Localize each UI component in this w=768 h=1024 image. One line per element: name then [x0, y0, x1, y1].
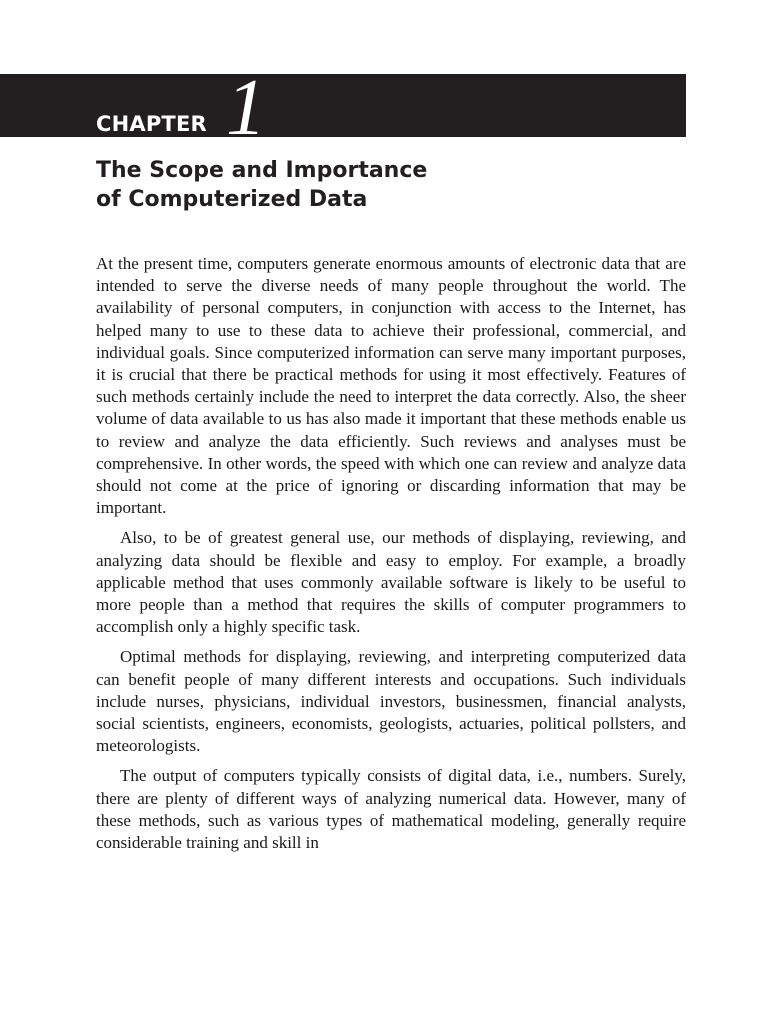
paragraph-1: At the present time, computers generate enormous amounts of electronic data that are intended to serve the diverse needs of many people throughout the world. The availability of personal computers, in conjunction with access to the Internet, has helped many to use to these data to achieve their professional, commercial, and individual goals. Since computerized information can serve many important purposes, it is crucial that there be practical methods for using it most effectively. Features of such methods certainly include the need to interpret the data correctly. Also, the sheer volume of data available to us has also made it important that these methods enable us to review and analyze the data efficiently. Such reviews and analyses must be comprehensive. In other words, the speed with which one can review and analyze data should not come at the price of ignoring or discarding information that may be important.: [96, 254, 686, 518]
paragraph-4: The output of computers typically consists of digital data, i.e., numbers. Surely, there are plenty of different ways of analyzing numerical data. However, many of these methods, such as various types of mathematical modeling, generally require considerable training and skill in: [96, 766, 686, 853]
paragraph-2: Also, to be of greatest general use, our methods of displaying, reviewing, and analyzing data should be flexible and easy to employ. For example, a broadly applicable method that uses commonly available software is likely to be useful to more people than a method that requires the skills of computer programmers to accomplish only a highly specific task.: [96, 528, 686, 637]
chapter-label: CHAPTER: [96, 112, 207, 136]
chapter-title-line-1: The Scope and Importance: [96, 158, 428, 183]
paragraph-3: Optimal methods for displaying, reviewing, and interpreting computerized data can benefit people of many different interests and occupations. Such individuals include nurses, physicians, individual investors, businessmen, financial analysts, social scientists, engineers, economists, geologists, actuaries, political pollsters, and meteorologists.: [96, 647, 686, 756]
chapter-number: 1: [226, 64, 266, 152]
chapter-title: [96, 156, 656, 214]
chapter-body: [96, 253, 686, 862]
chapter-title-line-2: of Computerized Data: [96, 187, 368, 212]
